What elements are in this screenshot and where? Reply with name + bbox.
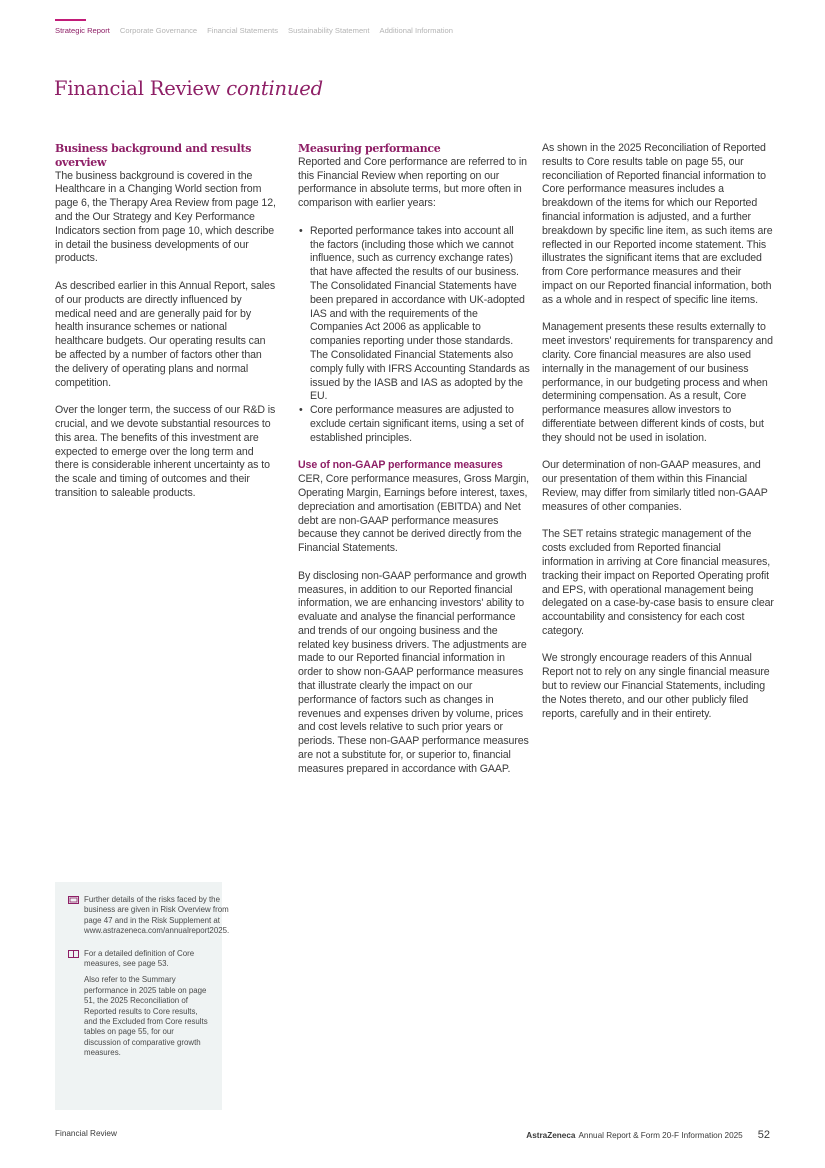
page-title-main: Financial Review [54,77,221,100]
monitor-link-icon [68,895,79,943]
sidebar-notes [55,882,230,1110]
heading-measuring-performance: Measuring performance [298,142,441,155]
book-icon [68,949,79,1065]
footer-report-info [526,1129,770,1141]
heading-non-gaap: Use of non-GAAP performance measures [298,459,503,472]
note-text: For a detailed definition of Core measures, see page 53. [84,948,195,969]
paragraph: Reported and Core performance are referred to in this Financial Review when reporting on our performance in absolute terms, but more often in comparison with earlier years: [298,155,527,210]
paragraph: CER, Core performance measures, Gross Margin, Operating Margin, Earnings before interest, taxes, depreciation and amortisation (EBITDA) and Net debt are non-GAAP performance measures because they cannot be derived directly from the Financial Statements. [298,473,529,555]
tab-financial-statements[interactable]: Financial Statements [207,26,279,35]
list-item: • Core performance measures are adjusted to exclude certain significant items, using a set of established principles. [298,404,530,445]
paragraph: As described earlier in this Annual Report, sales of our products are directly influenced by medical need and are generally paid for by health insurance schemes or national healthcare budgets. Our operating results can be affected by a number of factors other than the delivery of operating plans and normal competition. [55,279,276,389]
column-business-background [55,142,277,515]
bullet-text: Reported performance takes into account all the factors (including those which we cannot influence, such as currency exchange rates) that have affected the results of our business. The Consolidated Financial Statements have been prepared in accordance with UK-adopted IAS and with the requirements of the Companies Act 2006 as applicable to companies reporting under those standards. [310,224,525,348]
list-item [298,225,530,404]
note-text: Also refer to the Summary performance in 2025 table on page 51, the 2025 Reconciliation of Reported results to Core results, and the Excluded from Core results tables on page 55, for our discussion of comparative growth measures. [84,975,208,1058]
paragraph: By disclosing non-GAAP performance and growth measures, in addition to our Reported financial information, we are enhancing investors' ability to evaluate and analyse the financial performance and trends of our ongoing business and the related key business drivers. The adjustments are made to our Reported financial information in order to show non-GAAP performance measures that illustrate clearly the impact on our performance of factors such as changes in revenues and expenses driven by volume, prices and cost levels relative to such prior years or periods. These non-GAAP performance measures are not a substitute for, or superior to, financial measures prepared in accordance with GAAP. [298,569,529,775]
page-number: 52 [757,1129,770,1141]
page-title [54,77,323,100]
footer-report-title: Annual Report & Form 20-F Information 2025 [578,1131,743,1140]
paragraph: We strongly encourage readers of this Annual Report not to rely on any single financial measure but to review our Financial Statements, including the Notes thereto, and our other publicly filed reports, carefully and in their entirety. [542,652,770,720]
paragraph: The SET retains strategic management of the costs excluded from Reported financial information in arriving at Core financial measures, tracking their impact on Reported Operating profit and EPS, with operational management being delegated on a case-by-case basis to ensure clear accountability and consistency for each cost category. [542,528,774,637]
note-risks [68,895,230,943]
page-title-continued: continued [226,77,323,100]
tab-additional-information[interactable]: Additional Information [379,26,453,35]
note-text: Further details of the risks faced by the business are given in Risk Overview from page 47 and in the Risk Supplement at www.astrazeneca.com/annualreport2025. [84,895,230,936]
section-nav [55,26,453,35]
paragraph: Our determination of non-GAAP measures, and our presentation of them within this Financial Review, may differ from similarly titled non-GAAP measures of other companies. [542,459,768,513]
paragraph: The business background is covered in the Healthcare in a Changing World section from page 6, the Therapy Area Review from page 12, and the Our Strategy and Key Performance Indicators section from page 10, which describe in detail the business developments of our products. [55,169,276,265]
paragraph: Management presents these results externally to meet investors' requirements for transparency and clarity. Core financial measures are also used internally in the management of our business performance, in our budgeting process and when determining compensation. As a result, Core performance measures allow investors to differentiate between different kinds of costs, but they should not be used in isolation. [542,321,773,444]
bullet-text-continued: The Consolidated Financial Statements also comply fully with IFRS Accounting Standards as issued by the IASB and IAS as adopted by the EU. [310,348,530,403]
tab-strategic-report[interactable]: Strategic Report [55,26,110,35]
paragraph: Over the longer term, the success of our R&D is crucial, and we devote substantial resources to this area. The benefits of this investment are expected to emerge over the long term and there is considerable inherent uncertainty as to the scale and timing of outcomes and their transition to saleable products. [55,404,276,499]
tab-sustainability-statement[interactable]: Sustainability Statement [288,26,370,35]
heading-business-background: Business background and results overview [55,142,252,169]
footer-section-label: Financial Review [55,1129,117,1138]
note-core-measures [68,949,210,1065]
paragraph: As shown in the 2025 Reconciliation of Reported results to Core results table on page 55, our reconciliation of Reported financial information to Core performance measures includes a breakdown of the items for which our Reported financial information is adjusted, and a further breakdown by specific line item, as such items are reflected in our Reported income statement. This illustrates the significant items that are excluded from Core performance measures and their impact on our Reported financial information, both as a whole and in respect of specific line items. [542,142,773,306]
bullet-list [298,225,530,446]
column-measuring-performance [298,142,530,790]
column-reconciliation [542,142,774,735]
footer-brand: AstraZeneca [526,1131,576,1140]
tab-corporate-governance[interactable]: Corporate Governance [119,26,198,35]
